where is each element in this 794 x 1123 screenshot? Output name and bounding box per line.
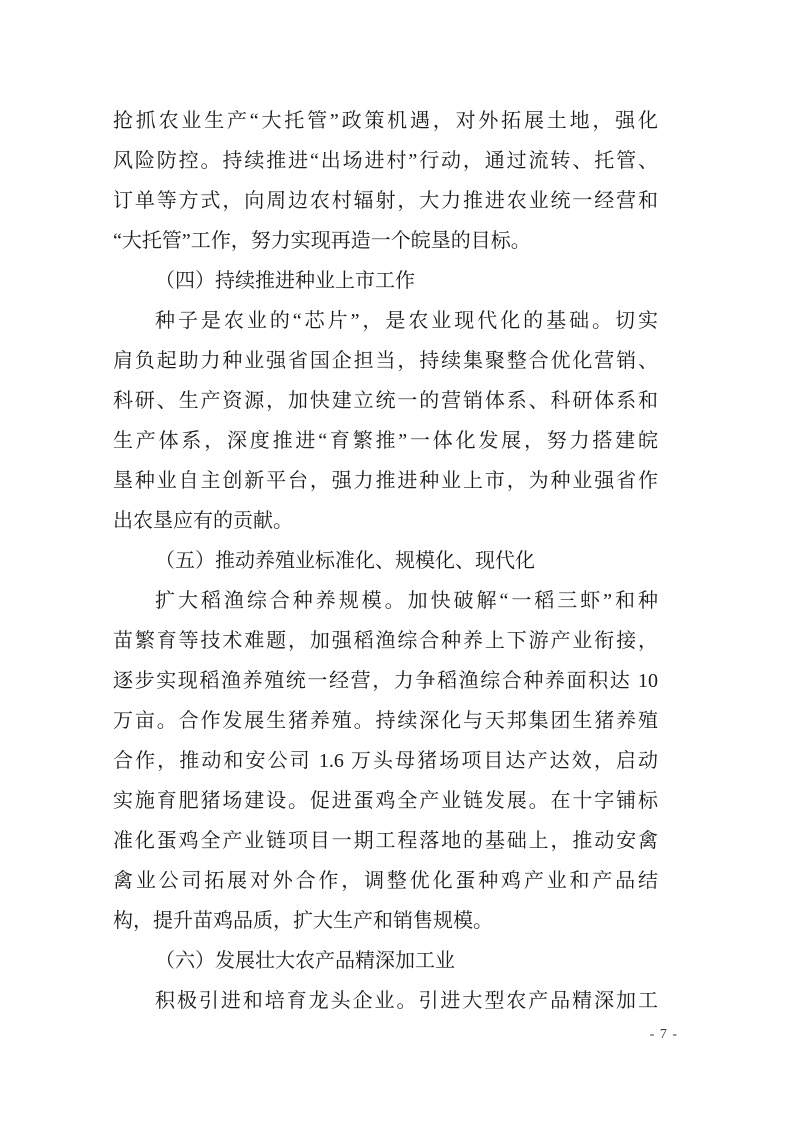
text-line: 逐步实现稻渔养殖统一经营，力争稻渔综合种养面积达 10 <box>113 670 658 692</box>
text-line: （五）推动养殖业标准化、规模化、现代化 <box>155 550 535 572</box>
section-heading <box>113 261 658 301</box>
text-line: （四）持续推进种业上市工作 <box>155 270 415 292</box>
text-line: 构，提升苗鸡品质，扩大生产和销售规模。 <box>113 910 493 932</box>
text-line: 苗繁育等技术难题，加强稻渔综合种养上下游产业衔接， <box>113 630 658 652</box>
text-line: （六）发展壮大农产品精深加工业 <box>155 950 455 972</box>
text-line: 扩大稻渔综合种养规模。加快破解“一稻三虾”和种 <box>155 590 658 612</box>
text-line: 出农垦应有的贡献。 <box>113 510 293 532</box>
paragraph <box>113 581 658 941</box>
text-line: 科研、生产资源，加快建立统一的营销体系、科研体系和 <box>113 390 658 412</box>
paragraph <box>113 301 658 541</box>
text-line: 积极引进和培育龙头企业。引进大型农产品精深加工 <box>155 990 658 1012</box>
text-line: 万亩。合作发展生猪养殖。持续深化与天邦集团生猪养殖 <box>113 710 658 732</box>
text-line: 订单等方式，向周边农村辐射，大力推进农业统一经营和 <box>113 190 658 212</box>
text-line: “大托管”工作，努力实现再造一个皖垦的目标。 <box>113 230 531 252</box>
text-line: 合作，推动和安公司 1.6 万头母猪场项目达产达效，启动 <box>113 750 658 772</box>
page-number: - 7 - <box>649 1027 678 1042</box>
section-heading <box>113 541 658 581</box>
text-line: 风险防控。持续推进“出场进村”行动，通过流转、托管、 <box>113 150 658 172</box>
text-line: 种子是农业的“芯片”，是农业现代化的基础。切实 <box>155 310 658 332</box>
text-line: 实施育肥猪场建设。促进蛋鸡全产业链发展。在十字铺标 <box>113 790 658 812</box>
text-line: 垦种业自主创新平台，强力推进种业上市，为种业强省作 <box>113 470 658 492</box>
paragraph <box>113 101 658 261</box>
text-content <box>113 101 658 1021</box>
text-line: 禽业公司拓展对外合作，调整优化蛋种鸡产业和产品结 <box>113 870 658 892</box>
text-line: 生产体系，深度推进“育繁推”一体化发展，努力搭建皖 <box>113 430 658 452</box>
paragraph <box>113 981 658 1021</box>
section-heading <box>113 941 658 981</box>
text-line: 肩负起助力种业强省国企担当，持续集聚整合优化营销、 <box>113 350 658 372</box>
text-line: 准化蛋鸡全产业链项目一期工程落地的基础上，推动安禽 <box>113 830 658 852</box>
text-line: 抢抓农业生产“大托管”政策机遇，对外拓展土地，强化 <box>113 110 658 132</box>
